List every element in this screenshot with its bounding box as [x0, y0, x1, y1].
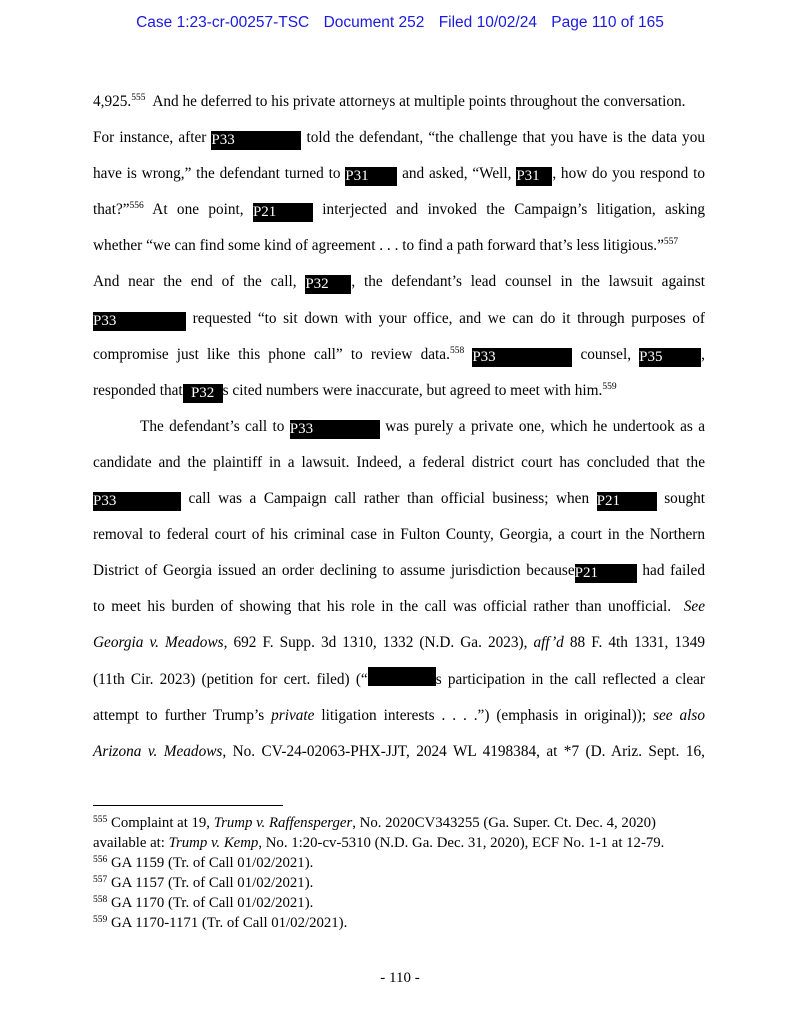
case-citation: Arizona v. Meadows — [93, 742, 223, 760]
redaction-box — [368, 667, 436, 686]
body-line: P33 call was a Campaign call rather than official business; when P21 sought — [93, 490, 706, 510]
filed-date: Filed 10/02/24 — [438, 14, 537, 31]
footnote: $^{555}$ Complaint at 19, Trump v. Raffensperger, No. 2020CV343255 (Ga. Super. Ct. Dec. 4, 2020) available at: Trump v. Kemp, No. 1:20-cv-5310 (N.D. Ga. Dec. 31, 2020), ECF No. 1-1 at 12-79. — [93, 815, 665, 851]
footnote-ref[interactable]: 559 — [602, 381, 617, 392]
body-line: compromise just like this phone call” to review data.$^{558}$ P33 counsel, P35 , — [93, 345, 705, 365]
redaction-box: P32 — [183, 384, 223, 403]
footnote: $^{556}$ GA 1159 (Tr. of Call 01/02/2021). — [93, 855, 314, 871]
footnote-divider — [93, 805, 283, 806]
body-line: Arizona v. Meadows, No. CV-24-02063-PHX-JJT, 2024 WL 4198384, at *7 (D. Ariz. Sept. 16, — [93, 742, 705, 760]
body-line: Georgia v. Meadows, 692 F. Supp. 3d 1310, 1332 (N.D. Ga. 2023), aff’d 88 F. 4th 1331, 1349 — [93, 634, 706, 652]
case-citation: Georgia v. Meadows — [93, 634, 224, 652]
document-number: Document 252 — [323, 14, 425, 31]
body-line: that?”$^{556}$ At one point, P21 interjected and invoked the Campaign’s litigation, asking — [93, 201, 705, 221]
page-number: - 110 - — [380, 970, 420, 986]
body-line: P33 requested “to sit down with your office, and we can do it through purposes of — [93, 309, 706, 329]
redaction-box: P21 — [575, 564, 637, 583]
redaction-box: P33 — [472, 348, 572, 367]
redaction-box: P33 — [211, 131, 301, 150]
redaction-box: P31 — [345, 167, 397, 186]
footnote-ref[interactable]: 558 — [449, 345, 465, 356]
redaction-box: P33 — [93, 492, 181, 511]
footnote-ref[interactable]: 557 — [663, 237, 679, 248]
body-line: District of Georgia issued an order declining to assume jurisdiction becauseP21 had failed — [93, 562, 705, 582]
body-line: candidate and the plaintiff in a lawsuit. Indeed, a federal district court has concluded that the — [93, 453, 705, 471]
redaction-box: P35 — [639, 348, 701, 367]
redaction-box: P33 — [93, 312, 186, 331]
footnote: $^{557}$ GA 1157 (Tr. of Call 01/02/2021). — [93, 875, 314, 891]
body-line: For instance, after P33 told the defendant, “the challenge that you have is the data you — [93, 129, 706, 149]
body-line: attempt to further Trump’s private litigation interests . . . .”) (emphasis in original)); see also — [93, 706, 706, 724]
body-line: have is wrong,” the defendant turned to P31 and asked, “Well, P31 , how do you respond to — [93, 165, 705, 185]
footnote-ref[interactable]: 555 — [131, 93, 146, 103]
redaction-box: P32 — [305, 275, 351, 294]
body-text — [93, 88, 705, 774]
ecf-header — [0, 14, 800, 32]
body-line: (11th Cir. 2023) (petition for cert. filed) (“ s participation in the call reflected a clear — [93, 666, 705, 702]
body-line: whether “we can find some kind of agreement . . . to find a path forward that’s less litigious.”$^{557}$ — [93, 237, 679, 255]
footnote: $^{559}$ GA 1170-1171 (Tr. of Call 01/02/2021). — [93, 915, 348, 931]
redaction-box: P33 — [290, 420, 380, 439]
footnote-ref[interactable]: 556 — [129, 201, 144, 212]
body-line: responded that P32 s cited numbers were inaccurate, but agreed to meet with him.$^{559}$ — [93, 381, 617, 401]
footnotes — [93, 813, 705, 933]
footnote: $^{558}$ GA 1170 (Tr. of Call 01/02/2021). — [93, 895, 314, 911]
body-line: The defendant’s call to P33 was purely a private one, which he undertook as a — [140, 417, 706, 437]
redaction-box: P21 — [253, 203, 313, 222]
body-line: removal to federal court of his criminal case in Fulton County, Georgia, a court in the Northern — [93, 526, 705, 544]
body-line: And near the end of the call, P32 , the defendant’s lead counsel in the lawsuit against — [93, 273, 705, 293]
redaction-box: P31 — [516, 167, 552, 186]
body-line: to meet his burden of showing that his role in the call was official rather than unofficial. See — [93, 598, 705, 616]
redaction-box: P21 — [597, 492, 657, 511]
page-of: Page 110 of 165 — [551, 14, 664, 31]
body-line: 4,925.$^{555}$ And he deferred to his private attorneys at multiple points throughout the conversation. — [93, 93, 686, 110]
case-number: Case 1:23-cr-00257-TSC — [136, 14, 310, 31]
